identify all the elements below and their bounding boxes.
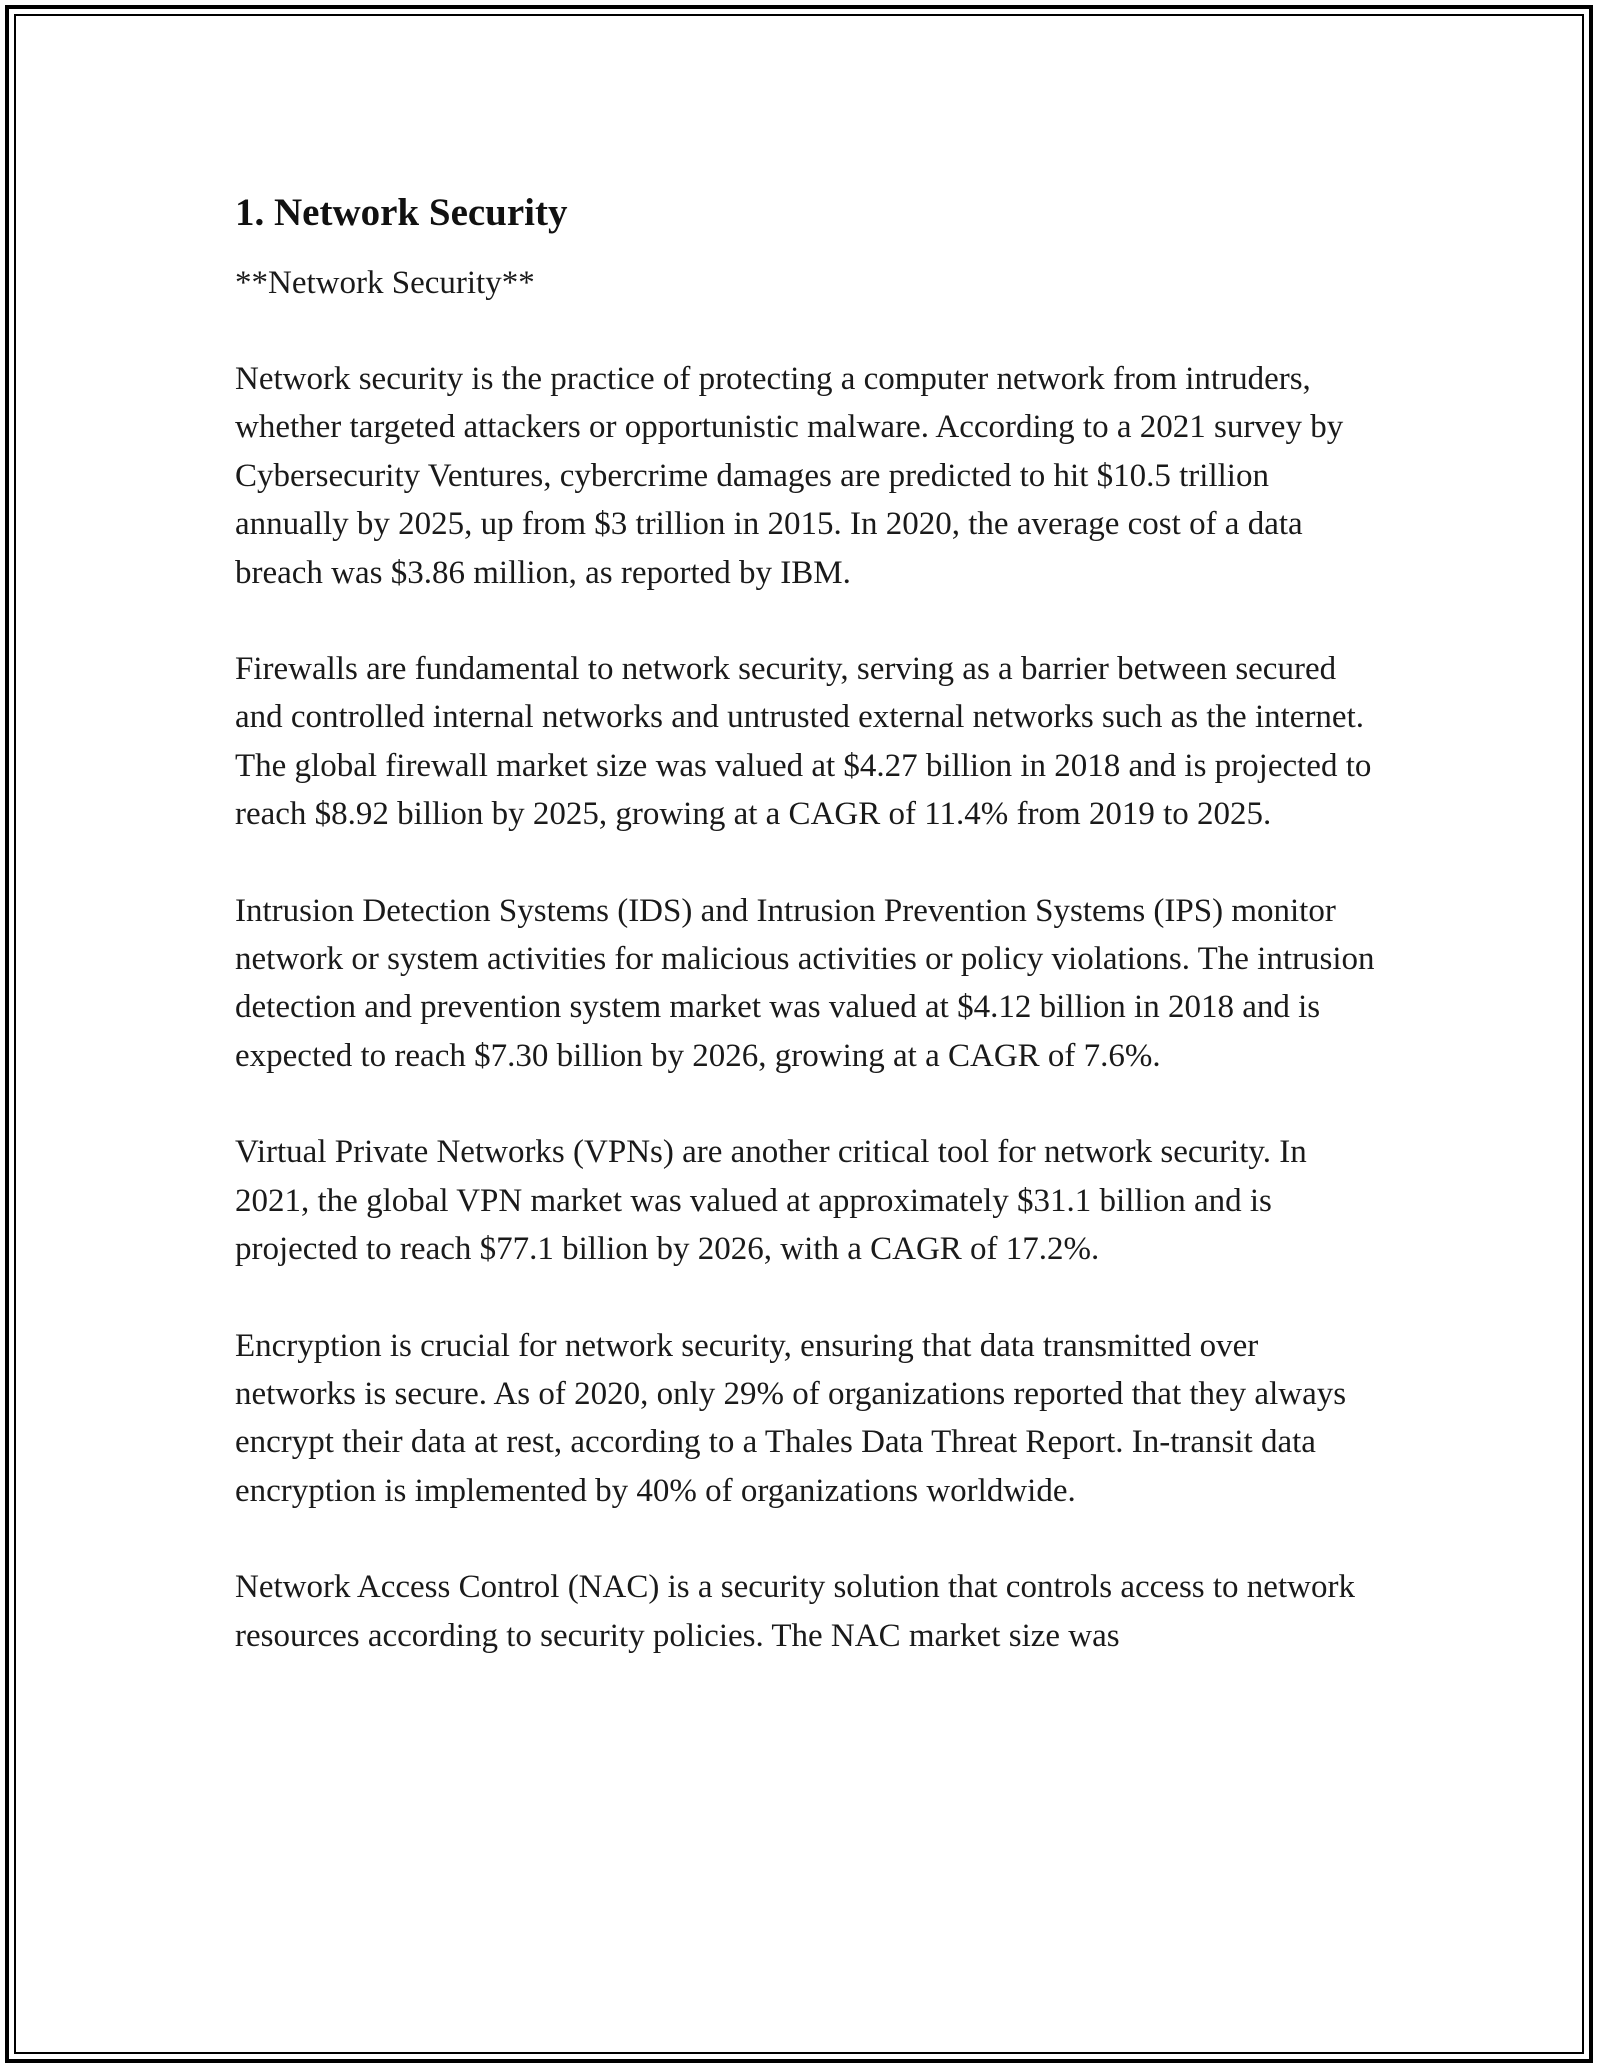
- section-subtitle: **Network Security**: [235, 265, 535, 301]
- paragraph-firewalls: Firewalls are fundamental to network security, serving as a barrier between secured and controlled internal networks and untrusted external networks such as the internet. The global firewall market size was valued at $4.27 billion in 2018 and is projected to reach $8.92 billion by 2025, growing at a CAGR of 11.4% from 2019 to 2025.: [235, 651, 1372, 833]
- paragraph-ids-ips: Intrusion Detection Systems (IDS) and Intrusion Prevention Systems (IPS) monitor network or system activities for malicious activities or policy violations. The intrusion detection and prevention system market was valued at $4.12 billion in 2018 and is expected to reach $7.30 billion by 2026, growing at a CAGR of 7.6%.: [235, 892, 1375, 1074]
- paragraph-encryption: Encryption is crucial for network security, ensuring that data transmitted over networks is secure. As of 2020, only 29% of organizations reported that they always encrypt their data at rest, according to a Thales Data Threat Report. In-transit data encryption is implemented by 40% of organizations worldwide.: [235, 1327, 1347, 1509]
- paragraph-overview: Network security is the practice of protecting a computer network from intruders, whether targeted attackers or opportunistic malware. According to a 2021 survey by Cybersecurity Ventures, cybercrime damages are predicted to hit $10.5 trillion annually by 2025, up from $3 trillion in 2015. In 2020, the average cost of a data breach was $3.86 million, as reported by IBM.: [235, 361, 1344, 591]
- section-heading: 1. Network Security: [235, 191, 568, 234]
- document-page: [235, 185, 1385, 1708]
- paragraph-vpn: Virtual Private Networks (VPNs) are another critical tool for network security. In 2021, the global VPN market was valued at approximately $31.1 billion and is projected to reach $77.1 billion by 2026, with a CAGR of 17.2%.: [235, 1134, 1307, 1268]
- paragraph-nac: Network Access Control (NAC) is a security solution that controls access to network resources according to security policies. The NAC market size was: [235, 1569, 1355, 1654]
